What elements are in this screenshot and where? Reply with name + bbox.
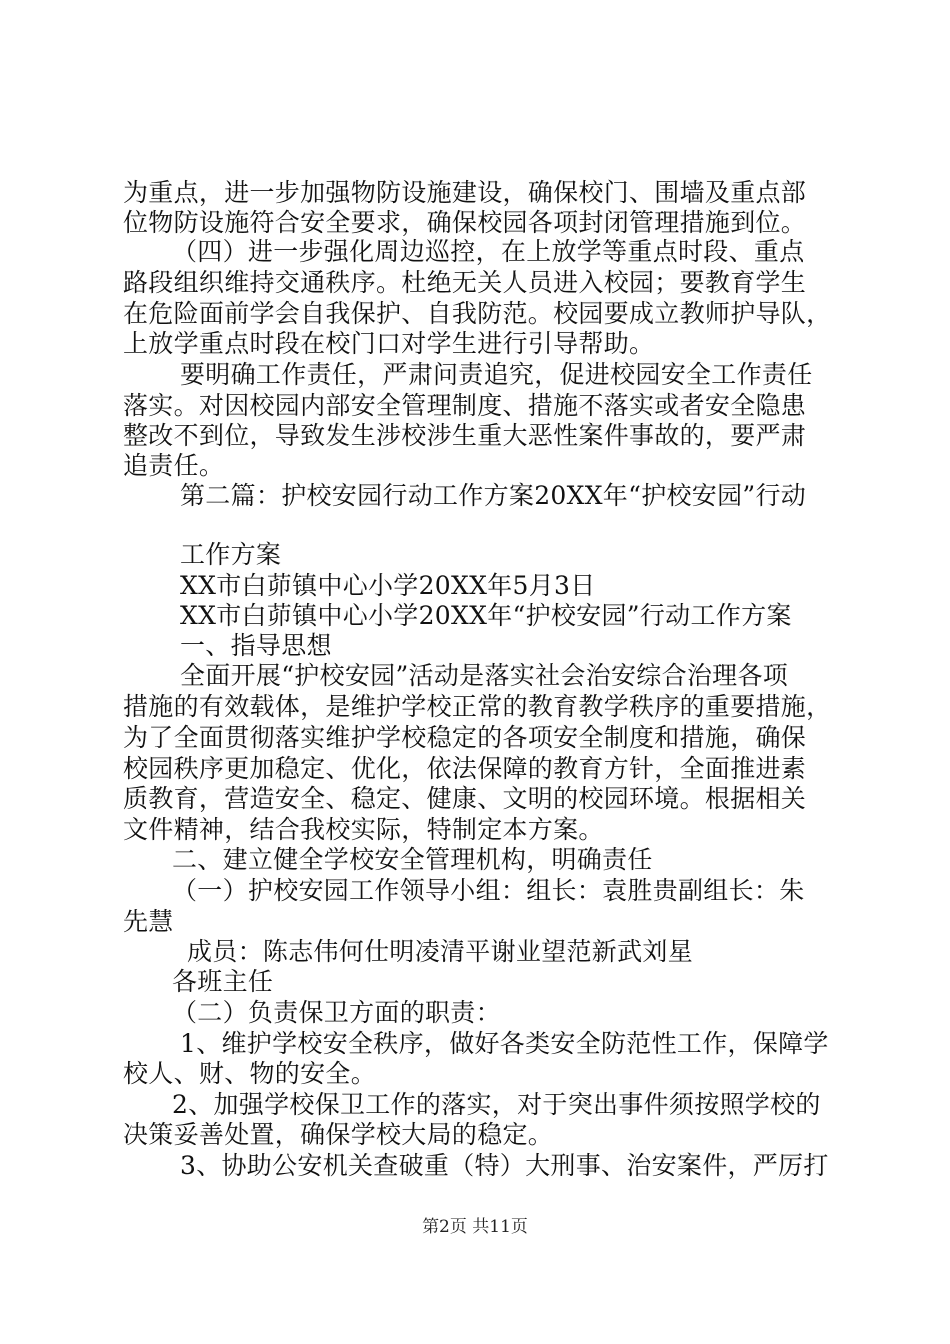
section-heading: 第二篇：护校安园行动工作方案20XX年“护校安园”行动 bbox=[180, 481, 807, 510]
text-line: 全面开展“护校安园”活动是落实社会治安综合治理各项 bbox=[180, 661, 789, 690]
text-line: 一、指导思想 bbox=[180, 631, 332, 660]
text-line: 为了全面贯彻落实维护学校稳定的各项安全制度和措施，确保 bbox=[123, 723, 807, 752]
text-line: 要明确工作责任，严肃问责追究，促进校园安全工作责任 bbox=[180, 360, 813, 389]
text-line: 整改不到位，导致发生涉校涉生重大恶性案件事故的，要严肃 bbox=[123, 421, 807, 450]
text-line: （一）护校安园工作领导小组：组长：袁胜贵副组长：朱 bbox=[172, 876, 805, 905]
text-line: 为重点，进一步加强物防设施建设，确保校门、围墙及重点部 bbox=[123, 178, 807, 207]
text-line: 决策妥善处置，确保学校大局的稳定。 bbox=[123, 1120, 554, 1149]
text-line: 追责任。 bbox=[123, 451, 225, 480]
text-line: 位物防设施符合安全要求，确保校园各项封闭管理措施到位。 bbox=[123, 208, 807, 237]
text-line: 路段组织维持交通秩序。杜绝无关人员进入校园；要教育学生 bbox=[123, 268, 807, 297]
text-line: 二、建立健全学校安全管理机构，明确责任 bbox=[172, 845, 653, 874]
text-line: 落实。对因校园内部安全管理制度、措施不落实或者安全隐患 bbox=[123, 391, 807, 420]
text-line: 校园秩序更加稳定、优化，依法保障的教育方针，全面推进素 bbox=[123, 754, 807, 783]
text-line: 文件精神，结合我校实际，特制定本方案。 bbox=[123, 815, 604, 844]
text-line: （四）进一步强化周边巡控，在上放学等重点时段、重点 bbox=[172, 237, 805, 266]
text-line: 2、加强学校保卫工作的落实，对于突出事件须按照学校的 bbox=[172, 1090, 821, 1119]
text-line: 先慧 bbox=[123, 907, 174, 936]
text-line: 成员：陈志伟何仕明凌清平谢业望范新武刘星 bbox=[187, 937, 694, 966]
text-line: 1、维护学校安全秩序，做好各类安全防范性工作，保障学 bbox=[180, 1029, 829, 1058]
section-heading: 工作方案 bbox=[180, 540, 282, 569]
text-line: 上放学重点时段在校门口对学生进行引导帮助。 bbox=[123, 329, 655, 358]
text-line: 措施的有效载体，是维护学校正常的教育教学秩序的重要措施， bbox=[123, 692, 832, 721]
text-line: （二）负责保卫方面的职责： bbox=[172, 998, 501, 1027]
text-line: XX市白茆镇中心小学20XX年“护校安园”行动工作方案 bbox=[180, 601, 792, 630]
text-line: 各班主任 bbox=[172, 967, 274, 996]
page-footer: 第2页 共11页 bbox=[422, 1217, 528, 1237]
text-line: 质教育，营造安全、稳定、健康、文明的校园环境。根据相关 bbox=[123, 784, 807, 813]
text-line: 3、协助公安机关查破重（特）大刑事、治安案件，严厉打 bbox=[180, 1151, 829, 1180]
text-line: 校人、财、物的安全。 bbox=[123, 1059, 377, 1088]
text-line: XX市白茆镇中心小学20XX年5月3日 bbox=[180, 571, 596, 600]
text-line: 在危险面前学会自我保护、自我防范。校园要成立教师护导队， bbox=[123, 299, 832, 328]
